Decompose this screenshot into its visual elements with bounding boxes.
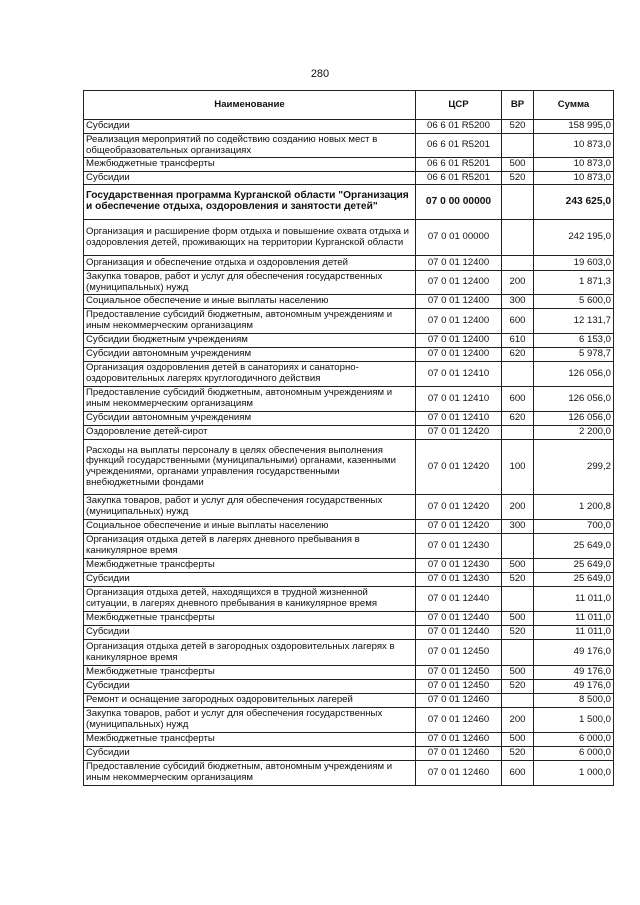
cell-name: Предоставление субсидий бюджетным, автономным учреждениям и иным некоммерческим организациям bbox=[84, 761, 416, 786]
cell-name: Межбюджетные трансферты bbox=[84, 559, 416, 573]
cell-vr: 500 bbox=[502, 666, 534, 680]
cell-csr: 07 0 01 12430 bbox=[416, 559, 502, 573]
cell-csr: 07 0 01 12410 bbox=[416, 387, 502, 412]
cell-sum: 11 011,0 bbox=[534, 626, 614, 640]
cell-name: Субсидии bbox=[84, 680, 416, 694]
cell-sum: 49 176,0 bbox=[534, 680, 614, 694]
cell-name: Ремонт и оснащение загородных оздоровительных лагерей bbox=[84, 694, 416, 708]
cell-sum: 6 153,0 bbox=[534, 334, 614, 348]
cell-sum: 49 176,0 bbox=[534, 666, 614, 680]
cell-name: Организация и расширение форм отдыха и повышение охвата отдыха и оздоровления детей, проживающих на территории Курганской области bbox=[84, 220, 416, 256]
cell-vr: 520 bbox=[502, 747, 534, 761]
table-row bbox=[84, 534, 614, 559]
cell-sum: 1 500,0 bbox=[534, 708, 614, 733]
cell-vr: 520 bbox=[502, 120, 534, 134]
cell-vr: 520 bbox=[502, 573, 534, 587]
cell-sum: 25 649,0 bbox=[534, 534, 614, 559]
table-row bbox=[84, 559, 614, 573]
cell-sum: 1 200,8 bbox=[534, 495, 614, 520]
cell-vr: 600 bbox=[502, 387, 534, 412]
cell-sum: 299,2 bbox=[534, 440, 614, 495]
cell-sum: 25 649,0 bbox=[534, 559, 614, 573]
cell-name: Субсидии бюджетным учреждениям bbox=[84, 334, 416, 348]
cell-name: Организация оздоровления детей в санаториях и санаторно-оздоровительных лагерях круглогодичного действия bbox=[84, 362, 416, 387]
cell-vr bbox=[502, 534, 534, 559]
cell-csr: 07 0 01 12460 bbox=[416, 694, 502, 708]
table-row bbox=[84, 626, 614, 640]
cell-csr: 07 0 01 12450 bbox=[416, 666, 502, 680]
page-number: 280 bbox=[310, 68, 330, 80]
cell-vr bbox=[502, 220, 534, 256]
cell-csr: 06 6 01 R5201 bbox=[416, 172, 502, 185]
table-row bbox=[84, 426, 614, 440]
table-row bbox=[84, 666, 614, 680]
cell-name: Субсидии bbox=[84, 626, 416, 640]
cell-csr: 07 0 01 12440 bbox=[416, 626, 502, 640]
header-sum: Сумма bbox=[534, 91, 614, 120]
cell-csr: 07 0 01 12410 bbox=[416, 412, 502, 426]
cell-sum: 10 873,0 bbox=[534, 172, 614, 185]
cell-name: Предоставление субсидий бюджетным, автономным учреждениям и иным некоммерческим организациям bbox=[84, 309, 416, 334]
cell-name: Закупка товаров, работ и услуг для обеспечения государственных (муниципальных) нужд bbox=[84, 271, 416, 295]
cell-csr: 07 0 01 12440 bbox=[416, 587, 502, 612]
cell-sum: 12 131,7 bbox=[534, 309, 614, 334]
cell-vr: 620 bbox=[502, 412, 534, 426]
cell-name: Закупка товаров, работ и услуг для обеспечения государственных (муниципальных) нужд bbox=[84, 495, 416, 520]
table-row bbox=[84, 309, 614, 334]
cell-name: Организация отдыха детей в лагерях дневного пребывания в каникулярное время bbox=[84, 534, 416, 559]
table-row bbox=[84, 185, 614, 220]
cell-csr: 07 0 01 12400 bbox=[416, 334, 502, 348]
cell-csr: 07 0 01 12430 bbox=[416, 573, 502, 587]
cell-sum: 25 649,0 bbox=[534, 573, 614, 587]
table-row bbox=[84, 612, 614, 626]
cell-csr: 07 0 01 12420 bbox=[416, 440, 502, 495]
cell-csr: 07 0 01 12400 bbox=[416, 256, 502, 271]
cell-vr bbox=[502, 134, 534, 158]
header-csr: ЦСР bbox=[416, 91, 502, 120]
cell-sum: 700,0 bbox=[534, 520, 614, 534]
cell-vr: 610 bbox=[502, 334, 534, 348]
table-row bbox=[84, 348, 614, 362]
cell-vr bbox=[502, 256, 534, 271]
cell-csr: 07 0 01 12460 bbox=[416, 747, 502, 761]
table-row bbox=[84, 134, 614, 158]
cell-csr: 06 6 01 R5201 bbox=[416, 158, 502, 172]
cell-vr: 500 bbox=[502, 559, 534, 573]
cell-name: Организация отдыха детей, находящихся в трудной жизненной ситуации, в лагерях дневного пребывания в каникулярное время bbox=[84, 587, 416, 612]
table-row bbox=[84, 220, 614, 256]
cell-sum: 19 603,0 bbox=[534, 256, 614, 271]
cell-vr: 300 bbox=[502, 520, 534, 534]
cell-name: Межбюджетные трансферты bbox=[84, 158, 416, 172]
cell-sum: 8 500,0 bbox=[534, 694, 614, 708]
cell-name: Социальное обеспечение и иные выплаты населению bbox=[84, 295, 416, 309]
cell-csr: 07 0 01 12450 bbox=[416, 680, 502, 694]
cell-sum: 1 000,0 bbox=[534, 761, 614, 786]
cell-sum: 11 011,0 bbox=[534, 587, 614, 612]
cell-name: Межбюджетные трансферты bbox=[84, 733, 416, 747]
cell-csr: 07 0 00 00000 bbox=[416, 185, 502, 220]
budget-table bbox=[83, 90, 614, 786]
cell-vr: 520 bbox=[502, 626, 534, 640]
cell-vr bbox=[502, 185, 534, 220]
cell-name: Межбюджетные трансферты bbox=[84, 612, 416, 626]
cell-vr bbox=[502, 362, 534, 387]
cell-name: Закупка товаров, работ и услуг для обеспечения государственных (муниципальных) нужд bbox=[84, 708, 416, 733]
table-row bbox=[84, 761, 614, 786]
cell-name: Субсидии автономным учреждениям bbox=[84, 412, 416, 426]
cell-vr: 200 bbox=[502, 495, 534, 520]
cell-name: Предоставление субсидий бюджетным, автономным учреждениям и иным некоммерческим организациям bbox=[84, 387, 416, 412]
cell-csr: 07 0 01 12420 bbox=[416, 495, 502, 520]
cell-sum: 11 011,0 bbox=[534, 612, 614, 626]
cell-sum: 1 871,3 bbox=[534, 271, 614, 295]
cell-vr: 600 bbox=[502, 309, 534, 334]
cell-name: Организация и обеспечение отдыха и оздоровления детей bbox=[84, 256, 416, 271]
cell-csr: 06 6 01 R5201 bbox=[416, 134, 502, 158]
table-row bbox=[84, 172, 614, 185]
cell-vr: 200 bbox=[502, 271, 534, 295]
cell-vr: 500 bbox=[502, 158, 534, 172]
cell-name: Субсидии bbox=[84, 172, 416, 185]
table-row bbox=[84, 708, 614, 733]
table-row bbox=[84, 747, 614, 761]
cell-csr: 07 0 01 12430 bbox=[416, 534, 502, 559]
cell-vr: 620 bbox=[502, 348, 534, 362]
cell-csr: 06 6 01 R5200 bbox=[416, 120, 502, 134]
cell-sum: 126 056,0 bbox=[534, 412, 614, 426]
table-header-row bbox=[84, 91, 614, 120]
header-name: Наименование bbox=[84, 91, 416, 120]
cell-vr: 300 bbox=[502, 295, 534, 309]
cell-vr bbox=[502, 426, 534, 440]
cell-name: Реализация мероприятий по содействию созданию новых мест в общеобразовательных организациях bbox=[84, 134, 416, 158]
cell-csr: 07 0 01 12420 bbox=[416, 426, 502, 440]
cell-sum: 242 195,0 bbox=[534, 220, 614, 256]
cell-csr: 07 0 01 12460 bbox=[416, 708, 502, 733]
cell-sum: 49 176,0 bbox=[534, 640, 614, 666]
table-row bbox=[84, 295, 614, 309]
cell-csr: 07 0 01 12400 bbox=[416, 348, 502, 362]
cell-csr: 07 0 01 00000 bbox=[416, 220, 502, 256]
cell-name: Субсидии автономным учреждениям bbox=[84, 348, 416, 362]
cell-sum: 10 873,0 bbox=[534, 158, 614, 172]
cell-vr bbox=[502, 694, 534, 708]
cell-sum: 10 873,0 bbox=[534, 134, 614, 158]
cell-name: Расходы на выплаты персоналу в целях обеспечения выполнения функций государственными (муниципальными) органами, казенными учреждениями, органами управления государственными внебюджетными фондами bbox=[84, 440, 416, 495]
table-row bbox=[84, 120, 614, 134]
cell-sum: 6 000,0 bbox=[534, 733, 614, 747]
cell-name: Организация отдыха детей в загородных оздоровительных лагерях в каникулярное время bbox=[84, 640, 416, 666]
cell-vr: 100 bbox=[502, 440, 534, 495]
table-row bbox=[84, 271, 614, 295]
table-body bbox=[84, 120, 614, 786]
cell-csr: 07 0 01 12410 bbox=[416, 362, 502, 387]
cell-vr: 500 bbox=[502, 612, 534, 626]
cell-name: Оздоровление детей-сирот bbox=[84, 426, 416, 440]
table-row bbox=[84, 334, 614, 348]
table-row bbox=[84, 694, 614, 708]
cell-vr: 500 bbox=[502, 733, 534, 747]
cell-csr: 07 0 01 12460 bbox=[416, 733, 502, 747]
cell-vr: 520 bbox=[502, 680, 534, 694]
cell-csr: 07 0 01 12400 bbox=[416, 309, 502, 334]
cell-csr: 07 0 01 12400 bbox=[416, 271, 502, 295]
cell-sum: 126 056,0 bbox=[534, 362, 614, 387]
cell-vr: 200 bbox=[502, 708, 534, 733]
cell-sum: 6 000,0 bbox=[534, 747, 614, 761]
table-row bbox=[84, 387, 614, 412]
cell-sum: 126 056,0 bbox=[534, 387, 614, 412]
table-row bbox=[84, 520, 614, 534]
table-row bbox=[84, 640, 614, 666]
cell-vr bbox=[502, 640, 534, 666]
table-row bbox=[84, 256, 614, 271]
cell-csr: 07 0 01 12440 bbox=[416, 612, 502, 626]
table-row bbox=[84, 362, 614, 387]
table-row bbox=[84, 733, 614, 747]
cell-sum: 158 995,0 bbox=[534, 120, 614, 134]
cell-sum: 2 200,0 bbox=[534, 426, 614, 440]
table-row bbox=[84, 412, 614, 426]
cell-sum: 243 625,0 bbox=[534, 185, 614, 220]
cell-sum: 5 600,0 bbox=[534, 295, 614, 309]
cell-name: Субсидии bbox=[84, 573, 416, 587]
cell-name: Межбюджетные трансферты bbox=[84, 666, 416, 680]
cell-vr: 600 bbox=[502, 761, 534, 786]
cell-csr: 07 0 01 12420 bbox=[416, 520, 502, 534]
cell-name: Субсидии bbox=[84, 747, 416, 761]
table-row bbox=[84, 440, 614, 495]
table-row bbox=[84, 573, 614, 587]
cell-name: Социальное обеспечение и иные выплаты населению bbox=[84, 520, 416, 534]
cell-vr: 520 bbox=[502, 172, 534, 185]
table-row bbox=[84, 680, 614, 694]
cell-csr: 07 0 01 12460 bbox=[416, 761, 502, 786]
header-vr: ВР bbox=[502, 91, 534, 120]
cell-name: Субсидии bbox=[84, 120, 416, 134]
table-row bbox=[84, 495, 614, 520]
cell-vr bbox=[502, 587, 534, 612]
table-row bbox=[84, 158, 614, 172]
cell-sum: 5 978,7 bbox=[534, 348, 614, 362]
cell-name: Государственная программа Курганской области "Организация и обеспечение отдыха, оздоровления и занятости детей" bbox=[84, 185, 416, 220]
cell-csr: 07 0 01 12400 bbox=[416, 295, 502, 309]
table-row bbox=[84, 587, 614, 612]
cell-csr: 07 0 01 12450 bbox=[416, 640, 502, 666]
